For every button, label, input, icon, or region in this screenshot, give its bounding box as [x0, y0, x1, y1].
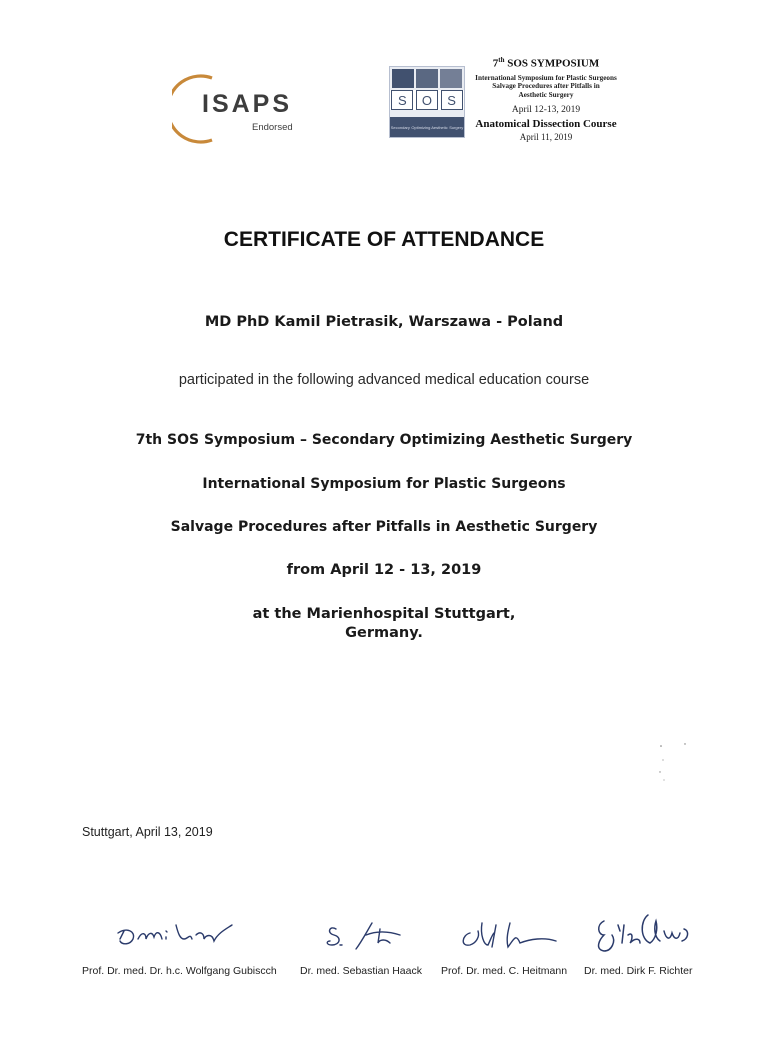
signature-richter — [599, 915, 688, 951]
sos-title — [463, 56, 629, 70]
place-and-date: Stuttgart, April 13, 2019 — [82, 825, 213, 839]
sos-course-date: April 11, 2019 — [519, 132, 573, 143]
sos-tile — [416, 69, 438, 88]
isaps-logo — [172, 72, 312, 144]
sos-date: April 12-13, 2019 — [511, 105, 581, 116]
sos-title-suffix: th — [498, 56, 505, 64]
signatory-name: Prof. Dr. med. Dr. h.c. Wolfgang Gubiscch — [82, 965, 277, 977]
sos-logo — [389, 66, 465, 138]
course-venue — [0, 605, 768, 643]
course-dates: from April 12 - 13, 2019 — [286, 562, 482, 578]
signatory-name: Dr. med. Dirk F. Richter — [584, 965, 693, 977]
participation-statement: participated in the following advanced medical education course — [178, 372, 590, 388]
sos-title-number: 7 — [492, 57, 499, 70]
sos-tile-label: Surgery — [449, 124, 464, 130]
signatory-name: Dr. med. Sebastian Haack — [300, 965, 422, 977]
signature-area — [0, 895, 768, 965]
course-line: International Symposium for Plastic Surgeons — [202, 476, 566, 492]
sos-letter: S — [391, 90, 413, 110]
sos-tile — [440, 69, 462, 88]
sos-course: Anatomical Dissection Course — [475, 118, 617, 131]
course-line: Salvage Procedures after Pitfalls in Aesthetic Surgery — [170, 519, 598, 535]
venue-line: at the Marienhospital Stuttgart, — [252, 606, 516, 622]
sos-title-rest: SOS SYMPOSIUM — [504, 57, 600, 70]
sos-letter: O — [416, 90, 438, 110]
certificate-title: CERTIFICATE OF ATTENDANCE — [223, 228, 545, 251]
signature-gubisch — [118, 925, 232, 944]
isaps-name: ISAPS — [202, 90, 293, 118]
isaps-endorsed: Endorsed — [252, 122, 293, 133]
sos-tile-label: Optimizing Aesthetic — [411, 124, 448, 130]
sos-tile — [392, 69, 414, 88]
scan-artifact-top — [415, 0, 645, 6]
sos-symposium-info — [463, 56, 629, 142]
sos-subtitle-line: Salvage Procedures after Pitfalls in — [492, 82, 600, 91]
course-line: 7th SOS Symposium – Secondary Optimizing Aesthetic Surgery — [135, 432, 633, 448]
sos-footer-band — [390, 117, 464, 137]
signature-heitmann — [463, 923, 556, 947]
sos-letter: S — [441, 90, 463, 110]
sos-letter-row — [390, 90, 464, 110]
signatory-name: Prof. Dr. med. C. Heitmann — [441, 965, 568, 977]
sos-tile-label: Secondary — [390, 124, 410, 130]
recipient-name: MD PhD Kamil Pietrasik, Warszawa - Poland — [204, 314, 564, 330]
sos-subtitle-line: Aesthetic Surgery — [518, 90, 574, 99]
signature-haack — [327, 923, 400, 949]
scan-specks — [655, 740, 695, 790]
sos-subtitle-line: International Symposium for Plastic Surgeons — [475, 73, 617, 82]
venue-line: Germany. — [345, 625, 423, 641]
